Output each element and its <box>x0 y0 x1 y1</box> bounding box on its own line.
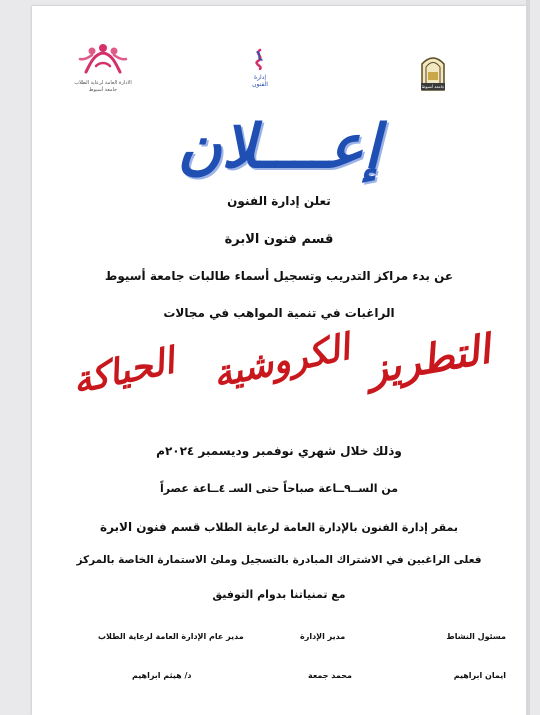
field-embroidery: التطريز <box>363 325 494 394</box>
signature-name-activity: ايمان ابراهيم <box>453 671 506 680</box>
center-logo-caption-1: إدارة <box>253 74 267 81</box>
line-location-section: قسم فنون الابرة <box>99 520 201 534</box>
left-logo-caption-2: جامعة أسيوط <box>88 87 118 93</box>
people-icon <box>72 42 134 76</box>
field-sewing: الحياكة <box>68 339 178 403</box>
signature-title-director: مدير الإدارة <box>300 632 346 641</box>
line-location-text: بمقر إدارة الفنون بالإدارة العامة لرعاية الطلاب <box>200 521 458 534</box>
line-instructions: فعلى الراغبين في الاشتراك المبادرة بالتسجيل وملئ الاستمارة الخاصة بالمركز <box>76 554 482 566</box>
line-section: قسم فنون الابرة <box>224 232 334 247</box>
field-crochet: الكروشية <box>209 326 354 396</box>
line-announcer: تعلن إدارة الفنون <box>227 194 331 208</box>
arts-department-logo <box>245 48 275 90</box>
line-registration: عن بدء مراكز التدريب وتسجيل أسماء طالبات جامعة أسيوط <box>104 269 454 283</box>
right-logo-caption: جامعة أسيوط <box>421 84 445 89</box>
line-location <box>32 520 526 534</box>
line-fields-intro: الراغبات في تنمية المواهب في مجالات <box>163 306 395 320</box>
headline: إعــــلان <box>177 112 381 182</box>
center-logo-caption-2: الفنون <box>252 81 268 88</box>
line-wishes: مع تمنياتنا بدوام التوفيق <box>212 588 346 601</box>
viewer-scrollbar[interactable] <box>526 0 530 715</box>
left-logo-caption-1: الادارة العامة لرعاية الطلاب <box>74 80 132 86</box>
student-care-logo <box>72 42 134 98</box>
signature-title-general: مدير عام الإدارة العامة لرعاية الطلاب <box>98 632 244 641</box>
line-hours: من الســ٩ــاعة صباحاً حتى السـ ٤ــاعة عصراً <box>159 482 399 495</box>
signature-title-activity: مسئول النشاط <box>446 632 506 641</box>
assiut-university-logo <box>418 52 448 92</box>
announcement-page <box>32 6 526 715</box>
signature-name-director: محمد جمعة <box>308 671 352 680</box>
arts-swirl-icon <box>245 48 275 70</box>
signature-name-general: د/ هيثم ابراهيم <box>132 671 192 680</box>
line-dates: وذلك خلال شهري نوفمبر وديسمبر ٢٠٢٤م <box>156 444 402 458</box>
